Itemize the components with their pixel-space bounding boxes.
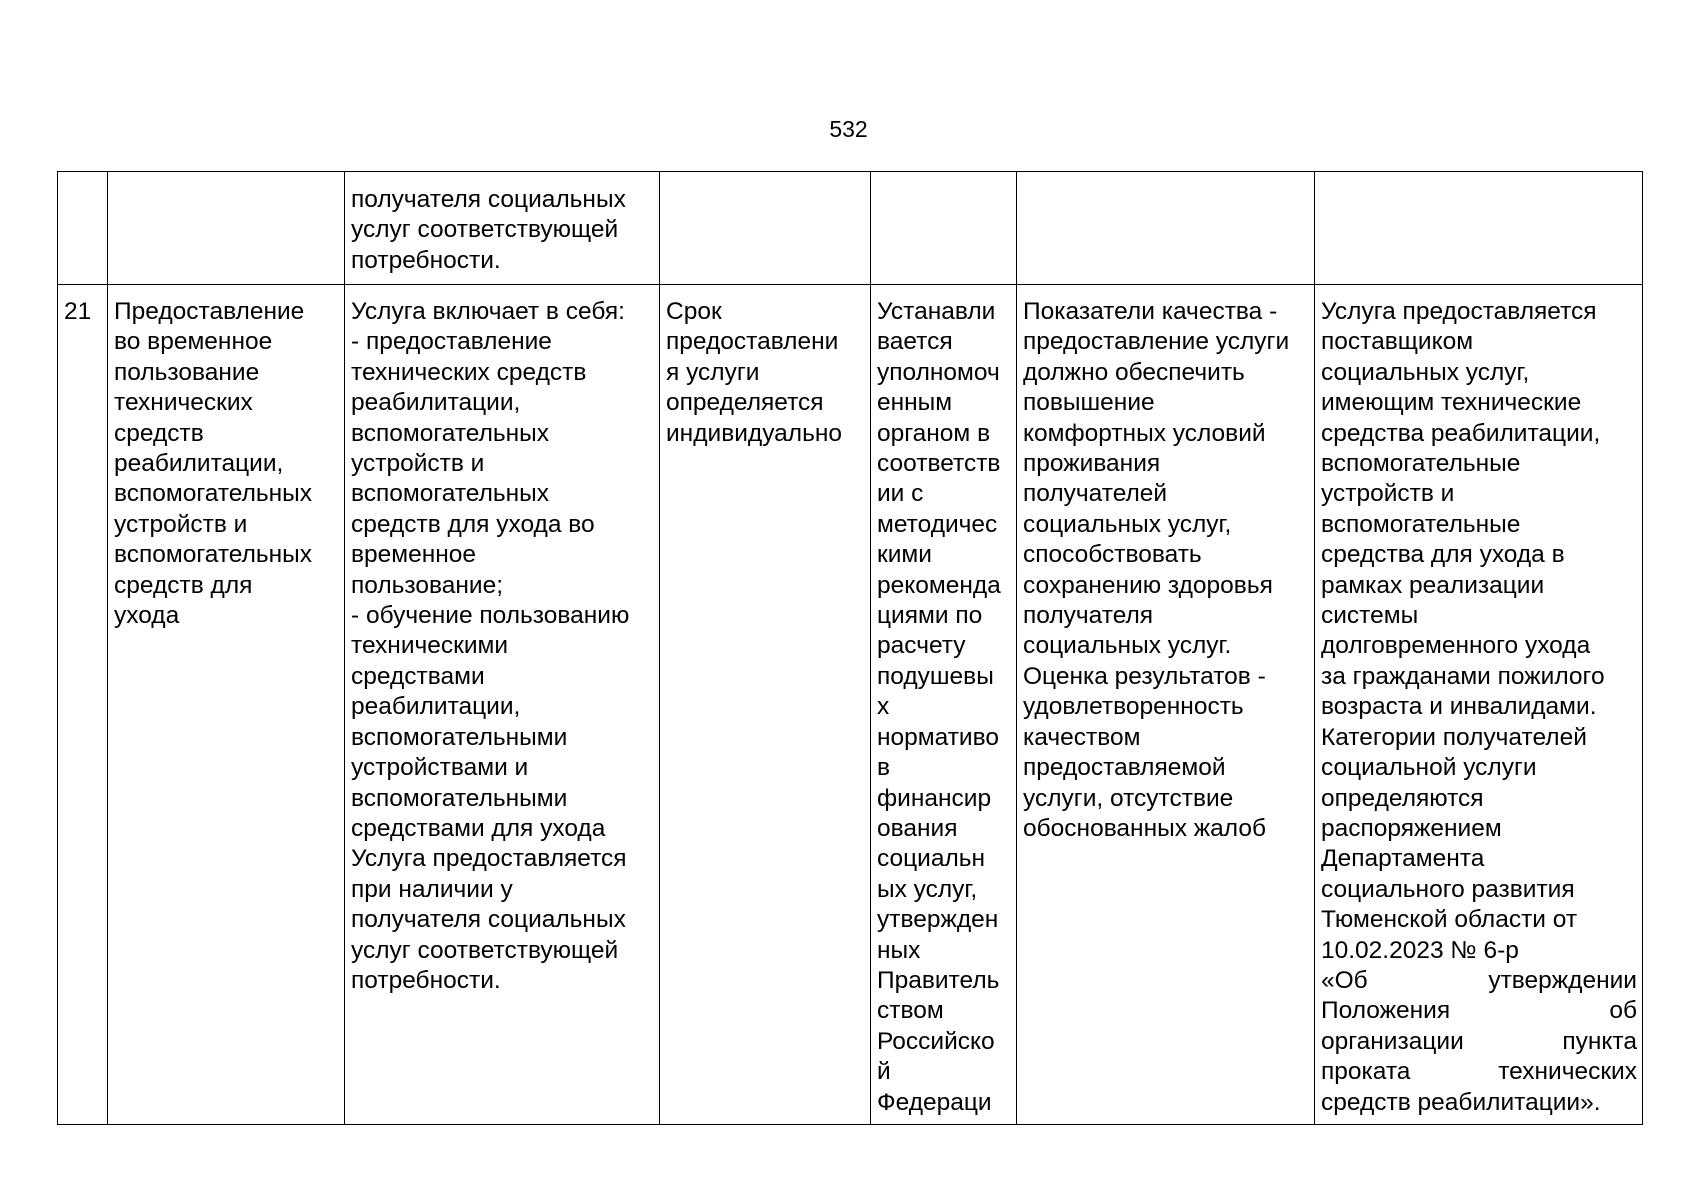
text-line: пользование (114, 358, 260, 386)
text-line: Услуга включает в себя: (351, 298, 625, 325)
text-line: получателя социальных (351, 906, 626, 934)
text-line: социальн (877, 845, 986, 873)
text-line: средствами (351, 662, 485, 690)
text-line: ных (877, 936, 921, 964)
text-line: подушевы (877, 662, 994, 690)
text-line: Российско (877, 1027, 995, 1055)
text-line: органом в (877, 419, 991, 447)
text-line: в (877, 754, 891, 782)
text-line: получателя (1023, 602, 1154, 630)
text-line: я услуги (666, 358, 760, 386)
cell-service-name (108, 285, 345, 1125)
text-line: сохранению здоровья (1023, 571, 1273, 599)
text-line: получателей (1023, 480, 1168, 508)
text-line: за гражданами пожилого (1321, 662, 1605, 690)
cell-number (58, 285, 108, 1125)
text-line: пользование; (351, 571, 504, 599)
text-line: ии с (877, 480, 924, 508)
text-line: «Об утверждении (1321, 966, 1637, 994)
text-line: ством (877, 997, 944, 1025)
text-line: циями по (877, 602, 983, 630)
text-line: вспомогательных (114, 480, 313, 508)
text-line: Положения об (1321, 997, 1637, 1025)
text-line: предоставлени (666, 328, 839, 356)
text-line: услуг соответствующей (351, 216, 619, 244)
description-text (351, 185, 654, 276)
text-line: й (877, 1058, 891, 1086)
text-line: вспомогательные (1321, 450, 1521, 478)
description-text (351, 297, 654, 996)
text-line: рамках реализации (1321, 571, 1545, 599)
text-line: временное (351, 541, 477, 569)
text-line: средства реабилитации, (1321, 419, 1601, 447)
text-line: Услуга предоставляется (351, 845, 627, 873)
text-line: услуги, отсутствие (1023, 784, 1234, 812)
text-line: реабилитации, (351, 693, 521, 721)
text-line: утвержден (877, 906, 999, 934)
text-line: долговременного ухода (1321, 632, 1591, 660)
text-line: ых услуг, (877, 875, 978, 903)
text-line: вается (877, 328, 953, 356)
cell-term (660, 172, 871, 285)
text-line: реабилитации, (114, 450, 284, 478)
text-line: средств реабилитации». (1321, 1088, 1601, 1116)
text-line: устройств и (351, 450, 485, 478)
table-row-21 (58, 285, 1643, 1125)
text-line: реабилитации, (351, 389, 521, 417)
text-line: обоснованных жалоб (1023, 814, 1267, 842)
text-line: социальных услуг. (1023, 632, 1232, 660)
text-line: технических средств (351, 358, 587, 386)
text-line: нормативо (877, 723, 999, 751)
text-line: предоставление услуги (1023, 328, 1290, 356)
text-line: средства для ухода в (1321, 541, 1565, 569)
cell-tariff (871, 172, 1017, 285)
cell-quality (1017, 172, 1315, 285)
tariff-text (877, 297, 1011, 1118)
cell-conditions (1315, 172, 1643, 285)
text-line: повышение (1023, 389, 1155, 417)
cell-tariff (871, 285, 1017, 1125)
text-line: кими (877, 541, 932, 569)
text-line: ования (877, 814, 958, 842)
text-line: устройств и (1321, 480, 1455, 508)
text-line: проживания (1023, 450, 1161, 478)
quality-text (1023, 297, 1309, 844)
cell-service-description (345, 285, 660, 1125)
cell-service-name (108, 172, 345, 285)
text-line: Оценка результатов - (1023, 662, 1266, 690)
text-line: финансир (877, 784, 992, 812)
text-line: социального развития (1321, 875, 1575, 903)
text-line: рекоменда (877, 571, 1001, 599)
text-line: методичес (877, 510, 998, 538)
text-line: ухода (114, 602, 180, 630)
text-line: удовлетворенность (1023, 693, 1244, 721)
text-line: Правитель (877, 966, 1000, 994)
text-line: соответств (877, 450, 1001, 478)
text-line: технических (114, 389, 253, 417)
text-line: должно обеспечить (1023, 358, 1245, 386)
text-line: х (877, 693, 890, 721)
text-line: Федераци (877, 1088, 992, 1116)
cell-conditions (1315, 285, 1643, 1125)
text-line: индивидуально (666, 419, 843, 447)
text-line: Показатели качества - (1023, 298, 1278, 325)
text-line: 10.02.2023 № 6-р (1321, 936, 1519, 964)
cell-quality (1017, 285, 1315, 1125)
text-line: Категории получателей (1321, 723, 1587, 751)
text-line: расчету (877, 632, 966, 660)
text-line: распоряжением (1321, 814, 1502, 842)
text-line: - предоставление (351, 328, 552, 356)
text-line: вспомогательные (1321, 510, 1521, 538)
table-row-continuation (58, 172, 1643, 285)
text-line: устройствами и (351, 754, 529, 782)
text-line: вспомогательных (114, 541, 313, 569)
text-line: - обучение пользованию (351, 602, 630, 630)
text-line: социальных услуг, (1023, 510, 1232, 538)
text-line: поставщиком (1321, 328, 1474, 356)
text-line: средств для ухода во (351, 510, 595, 538)
row-number: 21 (64, 298, 92, 325)
conditions-text (1321, 297, 1637, 1118)
text-line: способствовать (1023, 541, 1202, 569)
text-line: во временное (114, 328, 273, 356)
text-line: уполномоч (877, 358, 1000, 386)
text-line: потребности. (351, 246, 501, 274)
page-number: 532 (829, 116, 868, 142)
text-line: вспомогательными (351, 723, 568, 751)
cell-number (58, 172, 108, 285)
text-line: средств для (114, 571, 253, 599)
text-line: предоставляемой (1023, 754, 1226, 782)
text-line: получателя социальных (351, 186, 626, 213)
text-line: вспомогательными (351, 784, 568, 812)
text-line: комфортных условий (1023, 419, 1266, 447)
text-line: определяется (666, 389, 824, 417)
text-line: потребности. (351, 966, 501, 994)
text-line: Устанавли (877, 298, 996, 325)
text-line: Срок (666, 298, 722, 325)
text-line: вспомогательных (351, 480, 550, 508)
text-line: имеющим технические (1321, 389, 1582, 417)
text-line: средствами для ухода (351, 814, 606, 842)
term-text (666, 297, 865, 449)
text-line: услуг соответствующей (351, 936, 619, 964)
cell-service-description (345, 172, 660, 285)
text-line: проката технических (1321, 1058, 1637, 1086)
text-line: качеством (1023, 723, 1141, 751)
text-line: определяются (1321, 784, 1484, 812)
text-line: устройств и (114, 510, 248, 538)
services-table (57, 171, 1643, 1125)
service-name-text (114, 297, 339, 631)
text-line: средств (114, 419, 204, 447)
text-line: возраста и инвалидами. (1321, 693, 1597, 721)
text-line: техническими (351, 632, 509, 660)
text-line: при наличии у (351, 875, 513, 903)
text-line: Департамента (1321, 845, 1485, 873)
text-line: Услуга предоставляется (1321, 298, 1597, 325)
text-line: енным (877, 389, 953, 417)
text-line: социальной услуги (1321, 754, 1537, 782)
text-line: вспомогательных (351, 419, 550, 447)
text-line: Тюменской области от (1321, 906, 1578, 934)
cell-term (660, 285, 871, 1125)
text-line: организации пункта (1321, 1027, 1637, 1055)
text-line: системы (1321, 602, 1419, 630)
text-line: социальных услуг, (1321, 358, 1530, 386)
text-line: Предоставление (114, 298, 305, 325)
